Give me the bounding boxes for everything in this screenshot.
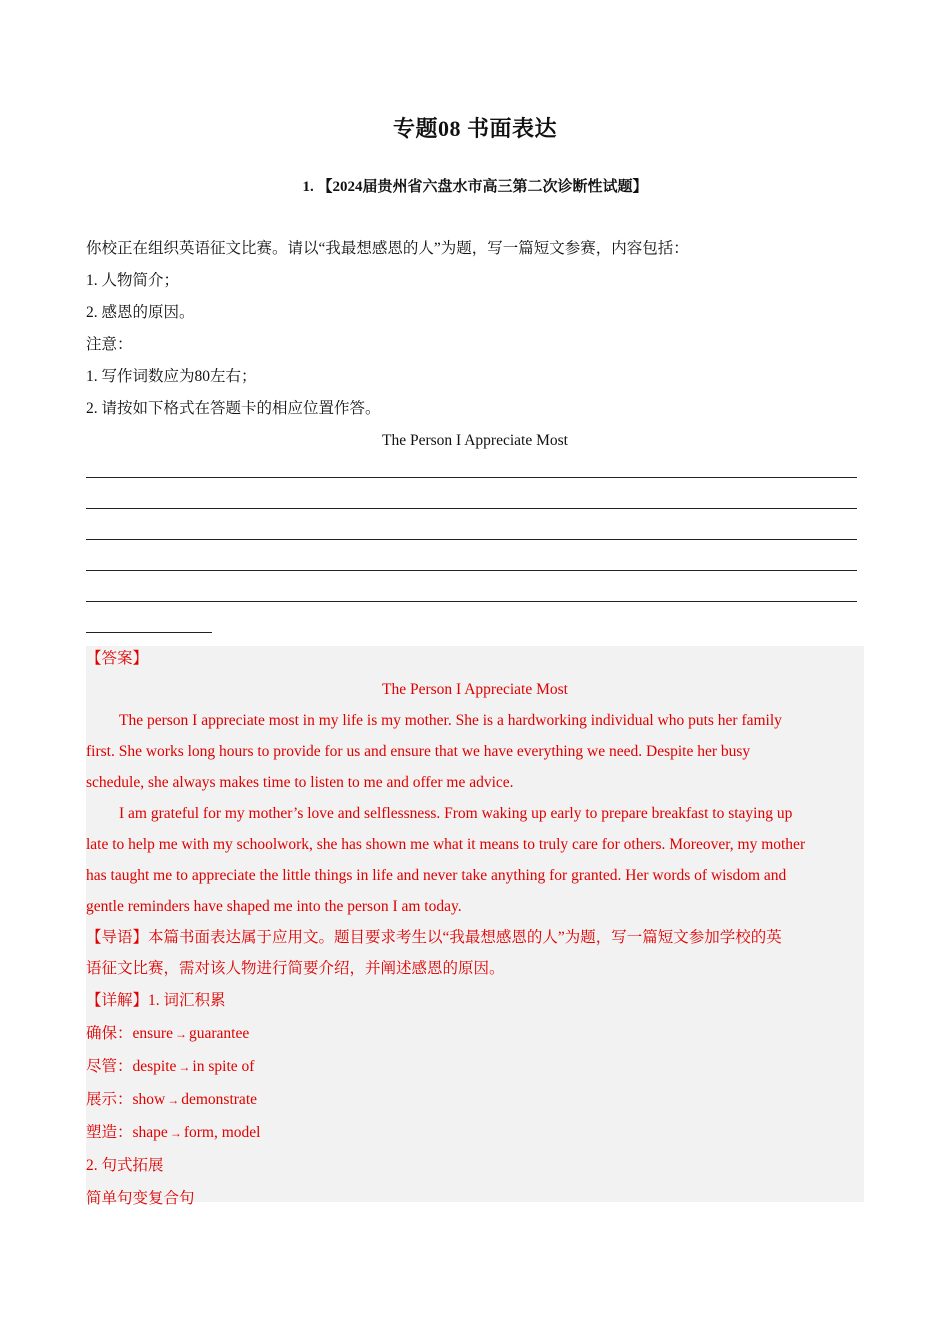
vocab-item	[86, 1050, 864, 1083]
answer-paragraph-1	[86, 705, 864, 798]
vocab-to: guarantee	[188, 1025, 250, 1042]
guide-line: 语征文比赛，需对该人物进行简要介绍，并阐述感恩的原因。	[86, 960, 505, 977]
essay-title: The Person I Appreciate Most	[382, 432, 568, 449]
answer-line	[86, 508, 857, 509]
vocab-item	[86, 1116, 864, 1149]
vocab-item	[86, 1017, 864, 1050]
note-item: 2. 请按如下格式在答题卡的相应位置作答。	[86, 400, 381, 417]
vocab-cn: 展示：	[86, 1091, 133, 1108]
vocab-from: despite	[132, 1058, 177, 1075]
section-heading: 2. 句式拓展	[86, 1157, 164, 1174]
detail-label: 【详解】1. 词汇积累	[86, 992, 226, 1009]
vocab-to: form, model	[183, 1124, 261, 1141]
paragraph-line: schedule, she always makes time to listen to me and offer me advice.	[86, 774, 514, 791]
answer-line	[86, 601, 857, 602]
arrow-icon: →	[178, 1060, 191, 1074]
answer-label: 【答案】	[86, 650, 149, 667]
answer-section	[86, 643, 864, 1215]
paragraph-line: has taught me to appreciate the little things in life and never take anything for granted. Her words of wisdom and	[86, 867, 787, 884]
question-heading: 1. 【2024届贵州省六盘水市高三第二次诊断性试题】	[302, 179, 648, 195]
vocab-from: ensure	[132, 1025, 173, 1042]
notes-label: 注意：	[86, 336, 133, 353]
vocab-from: show	[132, 1091, 166, 1108]
paragraph-line: The person I appreciate most in my life is my mother. She is a hardworking individual who puts her family	[119, 712, 782, 729]
vocab-cn: 尽管：	[86, 1058, 133, 1075]
answer-essay-title: The Person I Appreciate Most	[382, 681, 568, 698]
prompt-intro: 你校正在组织英语征文比赛。请以“我最想感恩的人”为题，写一篇短文参赛，内容包括：	[86, 240, 689, 257]
prompt-block	[86, 233, 864, 457]
prompt-point: 2. 感恩的原因。	[86, 304, 195, 321]
page-title: 专题08 书面表达	[392, 116, 557, 141]
vocab-to: demonstrate	[181, 1091, 258, 1108]
paragraph-line: I am grateful for my mother’s love and selflessness. From waking up early to prepare breakfast to staying up	[119, 805, 793, 822]
vocab-to: in spite of	[192, 1058, 255, 1075]
guide-paragraph	[86, 922, 864, 984]
answer-line	[86, 539, 857, 540]
note-item: 1. 写作词数应为80左右；	[86, 368, 257, 385]
vocab-cn: 确保：	[86, 1025, 133, 1042]
vocab-from: shape	[132, 1124, 168, 1141]
paragraph-line: late to help me with my schoolwork, she has shown me what it means to truly care for others. Moreover, my mother	[86, 836, 806, 853]
section-subheading: 简单句变复合句	[86, 1190, 195, 1207]
arrow-icon: →	[174, 1027, 187, 1041]
answer-line	[86, 477, 857, 478]
answer-line	[86, 570, 857, 571]
paragraph-line: gentle reminders have shaped me into the person I am today.	[86, 898, 462, 915]
prompt-point: 1. 人物简介；	[86, 272, 180, 289]
arrow-icon: →	[167, 1093, 180, 1107]
answer-paragraph-2	[86, 798, 864, 922]
paragraph-line: first. She works long hours to provide for us and ensure that we have everything we need. Despite her busy	[86, 743, 751, 760]
vocab-item	[86, 1083, 864, 1116]
answer-line	[86, 632, 212, 633]
arrow-icon: →	[169, 1126, 182, 1140]
guide-line: 【导语】本篇书面表达属于应用文。题目要求考生以“我最想感恩的人”为题，写一篇短文参加学校的英	[86, 929, 782, 946]
vocab-cn: 塑造：	[86, 1124, 133, 1141]
